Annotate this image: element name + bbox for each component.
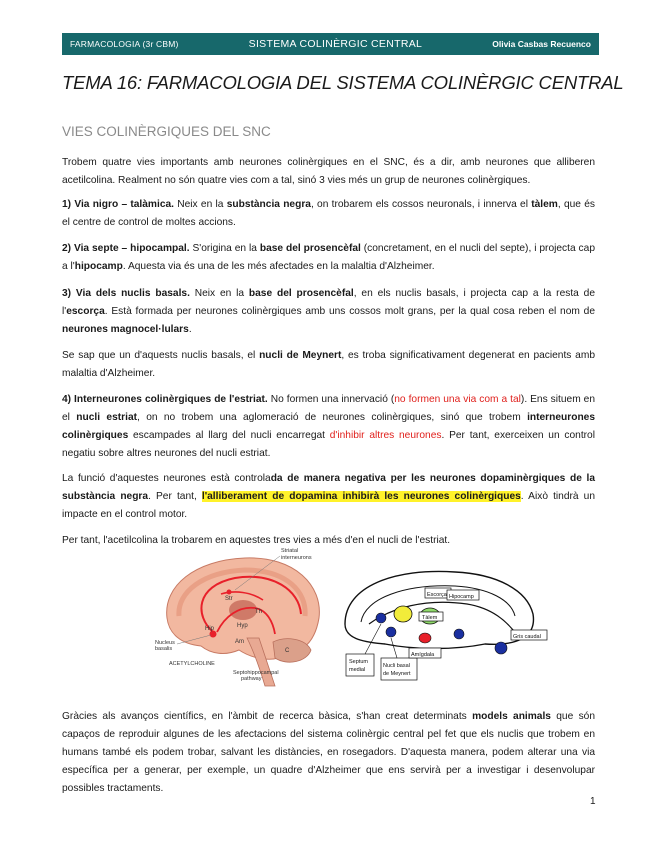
bold-term: escorça bbox=[66, 306, 105, 317]
bold-term: hipocamp bbox=[74, 261, 123, 272]
paragraph-animal-models bbox=[62, 708, 595, 798]
bold-term: base del prosencèfal bbox=[259, 243, 361, 254]
striatal-node bbox=[227, 590, 232, 595]
label-escorca: Escorça bbox=[427, 592, 447, 598]
paragraph-via-3 bbox=[62, 285, 595, 339]
header-topic: SISTEMA COLINÈRGIC CENTRAL bbox=[248, 38, 423, 50]
label-talam: Tàlem bbox=[422, 615, 438, 621]
bold-term: tàlem bbox=[531, 199, 558, 210]
paragraph-via-4 bbox=[62, 391, 595, 463]
text: que són capaços de reproduir algunes de les afectacions del sistema colinèrgic central pel fet que els nuclis que trobem en humans també els podem trobar, salvant les distàncies, en rosegadors. D'aquesta manera, podem alterar una via específica per a generar, per exemple, un quadre d'Alzheimer que ens servirà per a investigar i desenvolupar possibles tractaments. bbox=[62, 711, 595, 794]
header-author: Olivia Casbas Recuenco bbox=[492, 39, 591, 49]
text: ). Ens situem en el bbox=[62, 394, 596, 423]
text: . Per tant, exerceixen un control negatiu sobre altres neurones del nucli estriat. bbox=[62, 430, 595, 459]
bold-term: base del prosencèfal bbox=[248, 288, 354, 299]
paragraph-intro: Trobem quatre vies importants amb neurones colinèrgiques en el SNC, és a dir, amb neurones que alliberen acetilcolina. Realment no són quatre vies com a tal, sinó 3 vies més un grup de neurones colinèrgiques. bbox=[62, 157, 595, 186]
label-acetylcholine: ACETYLCHOLINE bbox=[169, 661, 215, 667]
cholinergic-pathways-figures bbox=[155, 546, 605, 696]
via-2-title: 2) Via septe – hipocampal. bbox=[62, 243, 190, 254]
red-text: no formen una via com a tal bbox=[394, 394, 521, 405]
text: , on no trobem una aglomeració de neurones colinèrgiques, sinó que trobem bbox=[137, 412, 528, 423]
text: . Està formada per neurones colinèrgiques amb uns cossos molt grans, per la qual cosa reben el nom de bbox=[104, 306, 595, 317]
rodent-nucleus-yellow bbox=[394, 606, 412, 622]
text: , es troba significativament degenerat en pacients amb malaltia d'Alzheimer. bbox=[62, 350, 596, 379]
human-brain-figure bbox=[155, 548, 319, 686]
rodent-brain-figure bbox=[345, 571, 547, 680]
label-am: Am bbox=[235, 639, 244, 645]
label-pathway: pathway bbox=[241, 676, 262, 682]
label-nucli-basal: Nucli basal bbox=[383, 663, 410, 669]
header-course: FARMACOLOGIA (3r CBM) bbox=[70, 39, 179, 49]
thalamus-region bbox=[229, 600, 257, 620]
label-th: Th bbox=[255, 609, 263, 615]
rodent-node-blue-2 bbox=[386, 627, 396, 637]
bold-term: substància negra bbox=[226, 199, 311, 210]
label-medial: medial bbox=[349, 667, 366, 673]
label-striatal: Striatal bbox=[281, 548, 299, 554]
text: , en els nuclis basals, i projecta cap a la resta de l' bbox=[62, 288, 595, 317]
text: S'origina en la bbox=[189, 243, 260, 254]
paragraph-summary: Per tant, l'acetilcolina la trobarem en aquestes tres vies a més d'en el nucli de l'estriat. bbox=[62, 535, 451, 546]
section-heading: VIES COLINÈRGIQUES DEL SNC bbox=[62, 124, 271, 139]
label-c: C bbox=[285, 648, 290, 654]
label-septum: Septum bbox=[349, 659, 368, 665]
label-str: Str bbox=[225, 596, 233, 602]
text: . bbox=[188, 324, 192, 335]
bold-term: nucli estriat bbox=[76, 412, 138, 423]
via-1-title: 1) Via nigro – talàmica. bbox=[62, 199, 174, 210]
page-number: 1 bbox=[590, 796, 596, 807]
rodent-brain-outline bbox=[345, 571, 533, 648]
text: (concretament, en el nucli del septe), i projecta cap a l' bbox=[62, 243, 595, 272]
label-hipocamp: Hipocamp bbox=[449, 594, 474, 600]
text: La funció d'aquestes neurones està controla bbox=[62, 473, 271, 484]
label-septohippocampal: Septohippocampal bbox=[233, 670, 279, 676]
rodent-node-blue-1 bbox=[376, 613, 386, 623]
via-4-title: 4) Interneurones colinèrgiques de l'estriat. bbox=[62, 394, 268, 405]
label-nucleus: Nucleus bbox=[155, 640, 175, 646]
bold-term: neurones magnocel·lulars bbox=[62, 324, 189, 335]
bold-term: models animals bbox=[472, 711, 551, 722]
paragraph-via-2 bbox=[62, 240, 595, 276]
text: . Aquesta via és una de les més afectades en la malaltia d'Alzheimer. bbox=[122, 261, 435, 272]
label-gris-caudal: Gris caudal bbox=[513, 634, 541, 640]
text: escampades al llarg del nucli encarregat bbox=[128, 430, 330, 441]
paragraph-dopamine bbox=[62, 470, 595, 524]
rodent-node-blue-3 bbox=[454, 629, 464, 639]
text: No formen una innervació ( bbox=[267, 394, 395, 405]
label-de-meynert: de Meynert bbox=[383, 671, 411, 677]
text: . Per tant, bbox=[148, 491, 202, 502]
bold-term: da de manera negativa per les neurones dopaminèrgiques de la substància negra bbox=[62, 473, 595, 502]
text: Neix en la bbox=[189, 288, 249, 299]
rodent-amygdala-red bbox=[419, 633, 431, 643]
page-header bbox=[62, 33, 599, 55]
paragraph-meynert bbox=[62, 347, 595, 383]
text: Se sap que un d'aquests nuclis basals, el bbox=[62, 350, 260, 361]
text: , que és el centre de control de moltes accions. bbox=[62, 199, 595, 228]
bold-term: interneurones colinèrgiques bbox=[62, 412, 595, 441]
text: , on trobarem els cossos neuronals, i innerva el bbox=[310, 199, 532, 210]
page-title: TEMA 16: FARMACOLOGIA DEL SISTEMA COLINÈRGIC CENTRAL bbox=[62, 72, 624, 93]
label-hyp: Hyp bbox=[237, 623, 248, 629]
label-amigdala: Amígdala bbox=[411, 652, 435, 658]
label-hip: Hip bbox=[205, 626, 215, 632]
via-3-title: 3) Via dels nuclis basals. bbox=[62, 288, 190, 299]
red-text: d'inhibir altres neurones bbox=[329, 430, 442, 441]
rodent-node-blue-4 bbox=[495, 642, 507, 654]
label-interneurons: interneurons bbox=[281, 555, 312, 561]
text: Neix en la bbox=[173, 199, 227, 210]
paragraph-via-1 bbox=[62, 196, 595, 232]
text: Gràcies als avanços científics, en l'àmbit de recerca bàsica, s'han creat determinats bbox=[62, 711, 473, 722]
highlighted-text: l'alliberament de dopamina inhibirà les neurones colinèrgiques bbox=[201, 491, 521, 502]
label-basalis: basalis bbox=[155, 646, 173, 652]
text: . Això tindrà un impacte en el control motor. bbox=[62, 491, 595, 520]
bold-term: nucli de Meynert bbox=[259, 350, 342, 361]
